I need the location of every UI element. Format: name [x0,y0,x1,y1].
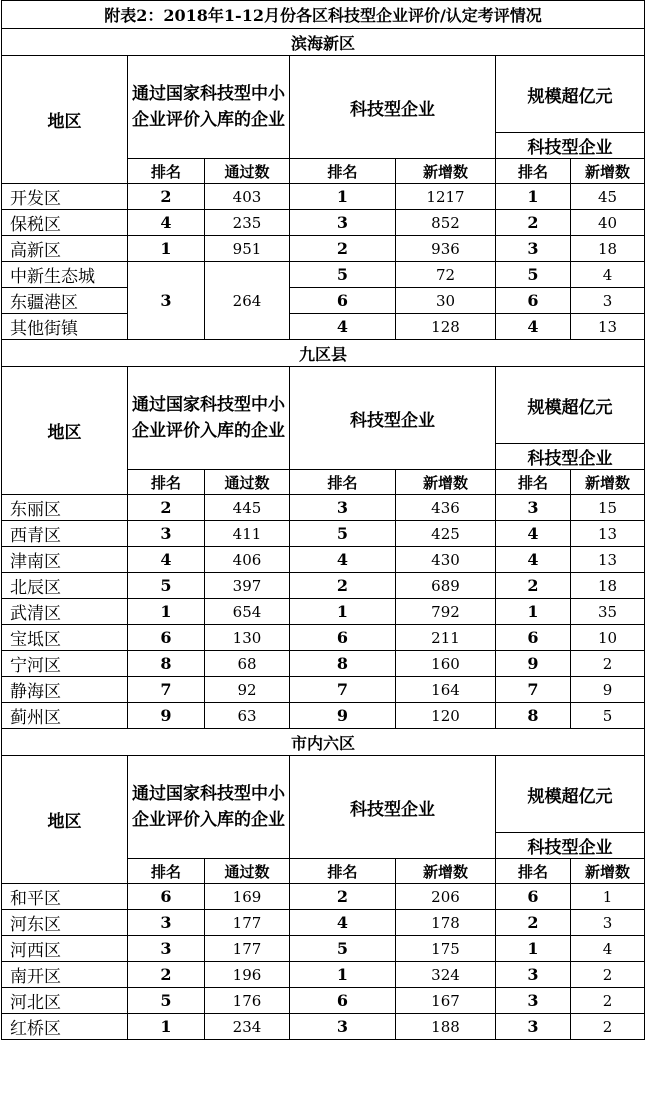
passed-cell: 196 [205,962,290,988]
table-row [2,547,645,573]
new-cell: 1 [571,884,645,910]
new-cell: 425 [396,521,496,547]
new-cell: 18 [571,573,645,599]
group2-header: 科技型企业 [290,367,496,470]
region-name: 武清区 [2,599,128,625]
table-row [2,521,645,547]
table-row [2,288,645,314]
new-cell: 13 [571,314,645,340]
passed-cell: 169 [205,884,290,910]
new-cell: 852 [396,210,496,236]
passed-cell: 235 [205,210,290,236]
region-name: 北辰区 [2,573,128,599]
rank-cell: 5 [290,936,396,962]
new-cell: 72 [396,262,496,288]
rank-cell: 1 [290,184,396,210]
table-title: 附表2：2018年1-12月份各区科技型企业评价/认定考评情况 [2,1,645,29]
rank-header: 排名 [496,159,571,184]
passed-cell: 177 [205,910,290,936]
rank-cell: 8 [290,651,396,677]
rank-cell: 2 [496,210,571,236]
new-cell: 35 [571,599,645,625]
rank-cell: 2 [128,184,205,210]
new-cell: 436 [396,495,496,521]
new-cell: 178 [396,910,496,936]
group3-sub-header: 科技型企业 [496,833,645,859]
table-row [2,314,645,340]
new-cell: 45 [571,184,645,210]
evaluation-table [1,0,645,1040]
table-row [2,210,645,236]
table-row [2,625,645,651]
new-cell: 792 [396,599,496,625]
rank-cell: 5 [128,988,205,1014]
new-cell: 2 [571,988,645,1014]
rank-cell: 3 [128,521,205,547]
rank-cell: 3 [496,236,571,262]
region-name: 西青区 [2,521,128,547]
table-row [2,184,645,210]
rank-header: 排名 [128,859,205,884]
passed-cell-merged: 264 [205,262,290,340]
table-row [2,677,645,703]
region-header: 地区 [2,756,128,884]
rank-cell: 3 [496,1014,571,1040]
group1-header: 通过国家科技型中小企业评价入库的企业 [128,367,290,470]
region-name: 中新生态城 [2,262,128,288]
table-row [2,599,645,625]
rank-cell: 6 [128,625,205,651]
rank-header: 排名 [496,859,571,884]
new-cell: 15 [571,495,645,521]
rank-cell: 1 [290,962,396,988]
rank-cell: 4 [290,314,396,340]
table-row [2,651,645,677]
region-name: 宝坻区 [2,625,128,651]
passed-cell: 130 [205,625,290,651]
region-header: 地区 [2,56,128,184]
table-row [2,962,645,988]
new-header: 新增数 [396,859,496,884]
rank-cell: 1 [496,936,571,962]
table-row [2,1014,645,1040]
rank-cell: 5 [128,573,205,599]
new-cell: 3 [571,910,645,936]
rank-cell: 2 [128,962,205,988]
rank-header: 排名 [290,859,396,884]
group3-header: 规模超亿元 [496,756,645,833]
new-cell: 1217 [396,184,496,210]
rank-cell: 1 [128,599,205,625]
passed-header: 通过数 [205,159,290,184]
new-cell: 2 [571,962,645,988]
rank-cell: 2 [128,495,205,521]
rank-cell: 3 [290,210,396,236]
rank-header: 排名 [290,159,396,184]
region-name: 保税区 [2,210,128,236]
group2-header: 科技型企业 [290,56,496,159]
rank-cell: 1 [496,184,571,210]
rank-cell: 6 [496,884,571,910]
rank-cell: 8 [128,651,205,677]
passed-cell: 397 [205,573,290,599]
rank-cell: 5 [290,521,396,547]
rank-cell: 6 [290,288,396,314]
rank-cell: 7 [290,677,396,703]
table-row [2,262,645,288]
new-cell: 160 [396,651,496,677]
rank-cell: 6 [496,288,571,314]
new-cell: 2 [571,1014,645,1040]
rank-cell: 6 [128,884,205,910]
passed-cell: 406 [205,547,290,573]
rank-cell: 3 [496,495,571,521]
new-cell: 9 [571,677,645,703]
passed-cell: 411 [205,521,290,547]
region-name: 静海区 [2,677,128,703]
new-cell: 164 [396,677,496,703]
group3-sub-header: 科技型企业 [496,133,645,159]
group3-header: 规模超亿元 [496,367,645,444]
passed-cell: 92 [205,677,290,703]
new-cell: 167 [396,988,496,1014]
table-row [2,884,645,910]
new-cell: 175 [396,936,496,962]
rank-cell: 9 [496,651,571,677]
group3-sub-header: 科技型企业 [496,444,645,470]
rank-cell: 6 [290,988,396,1014]
rank-cell: 2 [290,573,396,599]
new-cell: 936 [396,236,496,262]
group3-header: 规模超亿元 [496,56,645,133]
rank-header: 排名 [128,159,205,184]
passed-cell: 68 [205,651,290,677]
table-row [2,988,645,1014]
rank-header: 排名 [128,470,205,495]
table-row [2,910,645,936]
passed-cell: 403 [205,184,290,210]
rank-cell: 3 [290,495,396,521]
rank-cell: 9 [128,703,205,729]
rank-cell: 8 [496,703,571,729]
group1-header: 通过国家科技型中小企业评价入库的企业 [128,756,290,859]
table-row [2,495,645,521]
passed-header: 通过数 [205,859,290,884]
passed-header: 通过数 [205,470,290,495]
passed-cell: 176 [205,988,290,1014]
region-name: 河西区 [2,936,128,962]
rank-cell: 4 [128,210,205,236]
table-row [2,936,645,962]
passed-cell: 177 [205,936,290,962]
rank-cell: 1 [496,599,571,625]
rank-cell: 4 [290,910,396,936]
section-title: 九区县 [2,340,645,367]
new-cell: 5 [571,703,645,729]
group1-header: 通过国家科技型中小企业评价入库的企业 [128,56,290,159]
rank-cell: 7 [128,677,205,703]
region-name: 东疆港区 [2,288,128,314]
region-name: 其他街镇 [2,314,128,340]
new-cell: 689 [396,573,496,599]
rank-cell: 3 [496,988,571,1014]
rank-cell: 3 [128,936,205,962]
table-row [2,703,645,729]
new-header: 新增数 [396,470,496,495]
new-cell: 13 [571,547,645,573]
region-name: 河东区 [2,910,128,936]
rank-cell: 3 [496,962,571,988]
group2-header: 科技型企业 [290,756,496,859]
passed-cell: 445 [205,495,290,521]
table-row [2,573,645,599]
passed-cell: 63 [205,703,290,729]
rank-header: 排名 [290,470,396,495]
rank-cell: 2 [290,236,396,262]
rank-cell: 6 [290,625,396,651]
rank-cell: 1 [128,1014,205,1040]
new-cell: 30 [396,288,496,314]
new-cell: 4 [571,262,645,288]
rank-cell: 4 [128,547,205,573]
new-cell: 13 [571,521,645,547]
new-header: 新增数 [396,159,496,184]
rank-cell: 5 [496,262,571,288]
region-name: 蓟州区 [2,703,128,729]
rank-cell: 4 [290,547,396,573]
new-header: 新增数 [571,859,645,884]
new-cell: 40 [571,210,645,236]
new-cell: 211 [396,625,496,651]
new-cell: 4 [571,936,645,962]
region-name: 宁河区 [2,651,128,677]
section-title: 市内六区 [2,729,645,756]
new-cell: 324 [396,962,496,988]
region-name: 高新区 [2,236,128,262]
new-cell: 128 [396,314,496,340]
region-name: 和平区 [2,884,128,910]
new-cell: 120 [396,703,496,729]
rank-cell: 6 [496,625,571,651]
new-cell: 2 [571,651,645,677]
passed-cell: 951 [205,236,290,262]
new-cell: 10 [571,625,645,651]
rank-cell: 2 [290,884,396,910]
region-name: 南开区 [2,962,128,988]
rank-cell: 1 [128,236,205,262]
rank-cell: 4 [496,521,571,547]
region-name: 东丽区 [2,495,128,521]
new-header: 新增数 [571,470,645,495]
rank-cell: 4 [496,314,571,340]
table-row [2,236,645,262]
new-cell: 18 [571,236,645,262]
new-cell: 206 [396,884,496,910]
new-cell: 3 [571,288,645,314]
rank-cell: 3 [128,910,205,936]
new-cell: 188 [396,1014,496,1040]
passed-cell: 654 [205,599,290,625]
region-name: 红桥区 [2,1014,128,1040]
rank-cell-merged: 3 [128,262,205,340]
section-title: 滨海新区 [2,29,645,56]
rank-cell: 3 [290,1014,396,1040]
new-cell: 430 [396,547,496,573]
new-header: 新增数 [571,159,645,184]
rank-cell: 5 [290,262,396,288]
rank-cell: 9 [290,703,396,729]
rank-cell: 1 [290,599,396,625]
region-name: 河北区 [2,988,128,1014]
passed-cell: 234 [205,1014,290,1040]
rank-header: 排名 [496,470,571,495]
region-header: 地区 [2,367,128,495]
region-name: 津南区 [2,547,128,573]
rank-cell: 2 [496,573,571,599]
rank-cell: 7 [496,677,571,703]
rank-cell: 2 [496,910,571,936]
region-name: 开发区 [2,184,128,210]
rank-cell: 4 [496,547,571,573]
